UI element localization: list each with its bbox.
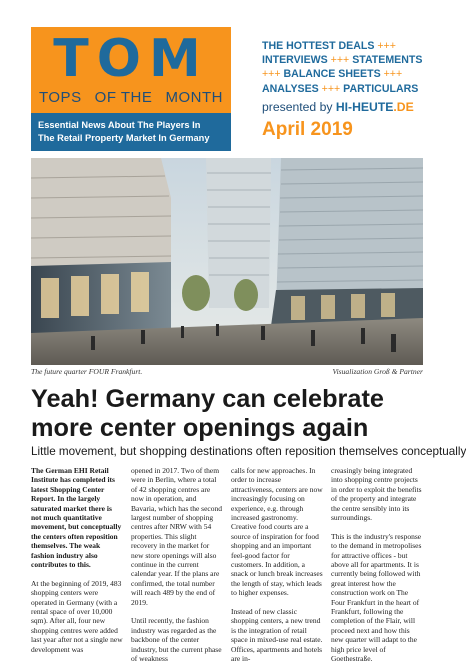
tagline-line: The Retail Property Market In Germany — [38, 133, 210, 143]
feature-line: +++ BALANCE SHEETS +++ — [262, 68, 403, 81]
feature-list — [262, 39, 452, 96]
article-column — [331, 466, 423, 664]
hero-photo — [31, 158, 423, 365]
article-paragraph: Until recently, the fashion industry was regarded as the backbone of the center industry, but the current phase of weakness — [131, 616, 222, 664]
presented-by: presented by HI-HEUTE.DE — [262, 100, 414, 114]
article-body — [31, 466, 423, 664]
publisher-link[interactable]: HI-HEUTE — [335, 100, 394, 114]
article-paragraph: This is the industry's response to the demand in metropolises for attractive offices - but above all for apartments. It is currently being followed with great interest how the construction work on The Four Frankfurt in the heart of Frankfurt, following the completion of the Flair, will proceed next and how this new quarter will adapt to the high price level of Goethestraße. — [331, 531, 422, 664]
issue-date: April 2019 — [262, 119, 353, 140]
article-subhead: Little movement, but shopping destinations often reposition themselves conceptually — [31, 445, 466, 458]
logo-sub-word: TOPS — [39, 89, 82, 106]
logo-sub-word: OF THE — [94, 89, 153, 106]
feature-line: ANALYSES +++ PARTICULARS — [262, 82, 419, 95]
logo-subtitle — [31, 89, 231, 106]
article-paragraph: creasingly being integrated into shopping centre projects in order to exploit the benefits of the property and integrate the centre sensibly into its surroundings. — [331, 466, 422, 523]
photo-credit: Visualization Groß & Partner — [332, 367, 423, 376]
article-column — [231, 466, 323, 664]
logo-wordmark: TOM — [53, 29, 209, 89]
article-column — [31, 466, 123, 654]
city-quarter-illustration — [31, 158, 423, 365]
article-column — [131, 466, 223, 664]
logo-sub-word: MONTH — [165, 89, 223, 106]
photo-caption: The future quarter FOUR Frankfurt. — [31, 367, 143, 376]
article-lead: The German EHI Retail Institute has completed its latest Shopping Center Report. In the largely saturated market there is not much quantitative movement, but conceptually the centers often reposition themselves. The weak fashion industry also contributes to this. — [31, 466, 122, 570]
article-headline: Yeah! Germany can celebrate more center openings again — [31, 385, 384, 442]
feature-line: THE HOTTEST DEALS +++ — [262, 40, 396, 52]
feature-line: INTERVIEWS +++ STATEMENTS — [262, 54, 423, 67]
article-paragraph: calls for new approaches. In order to increase attractiveness, centers are now increasingly focusing on experience, e.g. through increased gastronomy. Creative food courts are a source of inspiration for food shopping and an important feel-good factor for customers. In addition, a snack or lunch break increases the length of stay, which leads to higher expenses. — [231, 466, 323, 598]
article-paragraph: opened in 2017. Two of them were in Berlin, where a total of 42 shopping centres are now in operation, and Bavaria, which has the second largest number of shopping centres after NRW with 54 properties. This slight recovery in the market for new store openings will also continue in the current calendar year. If the plans are confirmed, the total number will reach 489 by the end of 2019. — [131, 466, 223, 607]
article-paragraph: Instead of new classic shopping centers, a new trend is the integration of retail space in mixed-use real estate. Offices, apartments and hotels are in- — [231, 607, 323, 664]
tagline-line: Essential News About The Players In — [38, 120, 201, 130]
tagline — [31, 113, 231, 151]
tom-logo — [31, 27, 231, 113]
article-paragraph: At the beginning of 2019, 483 shopping centers were operated in Germany (with a rental space of over 10,000 sqm). After all, four new shopping centres were added last year after not a single new development was — [31, 578, 123, 654]
